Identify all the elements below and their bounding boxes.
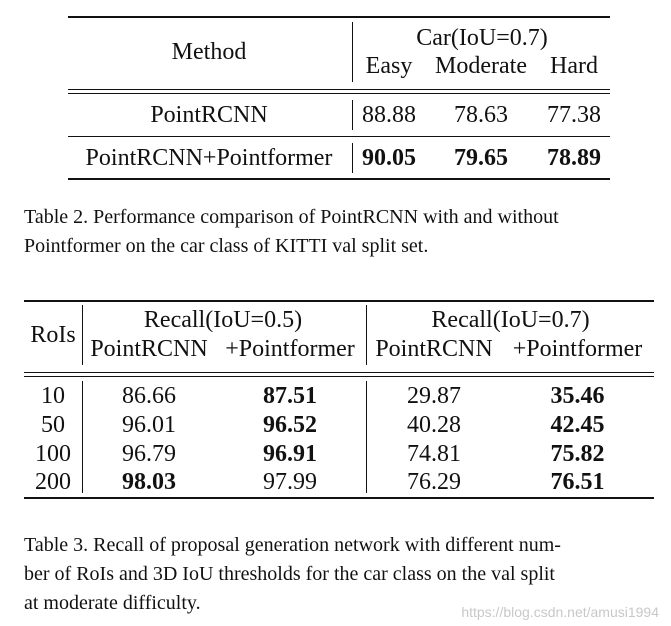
table-3-top-rule: [24, 300, 654, 302]
table-2-header-rule-2: [68, 93, 610, 94]
table-3-row-2-v3: 40.28: [407, 412, 461, 438]
table-2-row-2-easy: 90.05: [362, 145, 416, 171]
table-3-vertical-rule-2-body: [366, 381, 367, 493]
table-3-col-pointformer-2: +Pointformer: [512, 336, 643, 362]
table-2-col-hard: Hard: [550, 53, 598, 79]
table-3-row-3-v3: 74.81: [407, 441, 461, 467]
table-2-row-2-vertical-rule: [352, 143, 353, 173]
table-3-row-3-v2: 96.91: [263, 441, 317, 467]
table-3-row-4-v3: 76.29: [407, 469, 461, 495]
table-3-vertical-rule-2-header: [366, 305, 367, 365]
table-3-row-3-rois: 100: [35, 441, 71, 467]
table-3-caption-line-3: at moderate difficulty.: [24, 592, 201, 614]
table-3-row-1-v4: 35.46: [550, 383, 605, 409]
table-3-header-rule-2: [24, 376, 654, 377]
table-3-row-4-rois: 200: [35, 469, 71, 495]
table-3-row-3-v4: 75.82: [550, 441, 605, 467]
table-2-caption-line-1: Table 2. Performance comparison of PointRCNN with and without: [24, 206, 559, 228]
table-3-col-pointformer-1: +Pointformer: [225, 336, 355, 362]
table-2-header-rule-1: [68, 89, 610, 90]
table-3-group-1-header: Recall(IoU=0.5): [143, 307, 303, 333]
table-2-row-1-easy: 88.88: [362, 102, 416, 128]
table-3-row-4-v2: 97.99: [263, 469, 317, 495]
table-3-vertical-rule-1-header: [82, 305, 83, 365]
table-2-row-1-moderate: 78.63: [454, 102, 508, 128]
table-3-col-pointrcnn-2: PointRCNN: [375, 336, 493, 362]
table-2-row-1-hard: 77.38: [547, 102, 601, 128]
table-3-row-4-v4: 76.51: [550, 469, 605, 495]
table-3-group-2-header: Recall(IoU=0.7): [431, 307, 590, 333]
table-3-col-pointrcnn-1: PointRCNN: [90, 336, 208, 362]
table-3-bottom-rule: [24, 497, 654, 499]
table-3-caption-line-1: Table 3. Recall of proposal generation network with different num-: [24, 534, 561, 556]
table-2-top-rule: [68, 16, 610, 18]
watermark: https://blog.csdn.net/amusi1994: [461, 604, 659, 620]
table-3-row-2-v2: 96.52: [263, 412, 317, 438]
table-2-row-2-moderate: 79.65: [454, 145, 508, 171]
table-2-row-1-vertical-rule: [352, 100, 353, 130]
table-2-bottom-rule: [68, 178, 610, 180]
table-2-header-vertical-rule: [352, 22, 353, 82]
table-3-row-1-v2: 87.51: [263, 383, 317, 409]
table-2-group-header: Car(IoU=0.7): [416, 25, 548, 51]
table-3-caption-line-2: ber of RoIs and 3D IoU thresholds for the car class on the val split: [24, 563, 555, 585]
table-3-row-1-v3: 29.87: [407, 383, 461, 409]
table-3-vertical-rule-1-body: [82, 381, 83, 493]
table-3-row-3-v1: 96.79: [122, 441, 176, 467]
table-2-col-moderate: Moderate: [435, 53, 527, 79]
table-3-row-2-v4: 42.45: [550, 412, 605, 438]
table-2-row-2-method: PointRCNN+Pointformer: [85, 145, 333, 171]
table-2-caption-line-2: Pointformer on the car class of KITTI val split set.: [24, 235, 429, 257]
table-2-row-2-hard: 78.89: [547, 145, 601, 171]
table-3-rois-header: RoIs: [30, 322, 76, 348]
table-3-header-rule-1: [24, 372, 654, 373]
table-2-row-1-method: PointRCNN: [150, 102, 268, 128]
table-3-row-2-rois: 50: [41, 412, 65, 438]
table-3-row-1-v1: 86.66: [122, 383, 176, 409]
table-3-row-2-v1: 96.01: [122, 412, 176, 438]
table-2-method-header: Method: [171, 39, 247, 65]
table-2-row-divider: [68, 136, 610, 137]
table-3-row-4-v1: 98.03: [122, 469, 176, 495]
table-2-col-easy: Easy: [365, 53, 413, 79]
table-3-row-1-rois: 10: [41, 383, 65, 409]
